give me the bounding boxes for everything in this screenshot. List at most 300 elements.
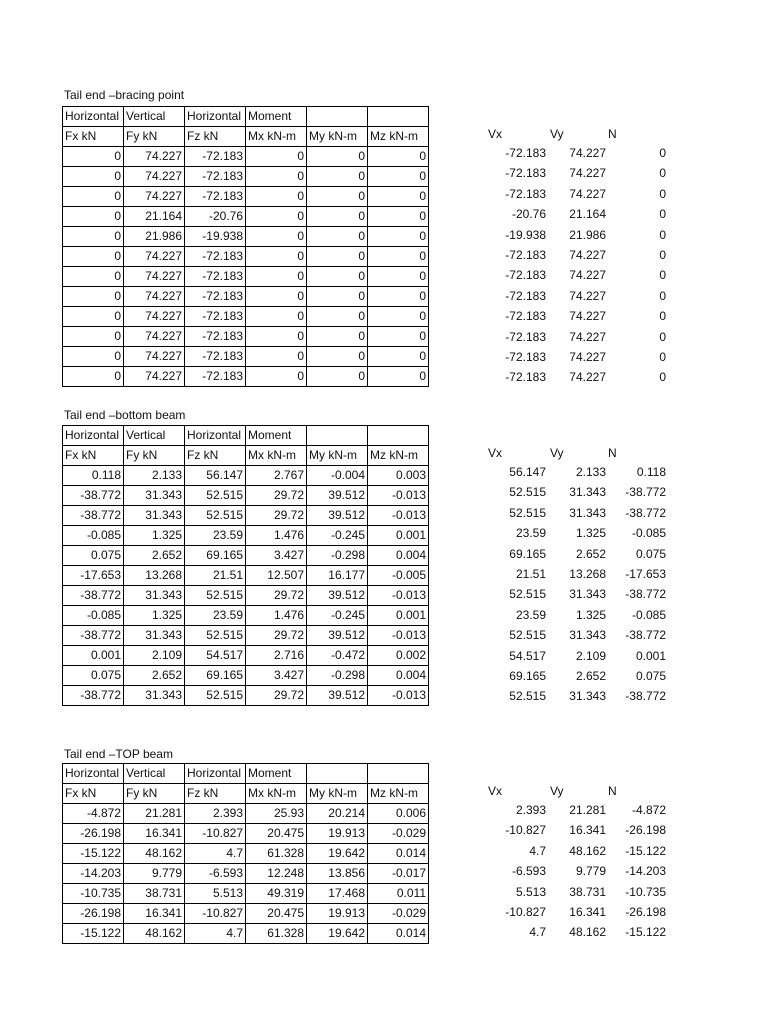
table-cell: 38.731 xyxy=(124,884,185,904)
header-cell xyxy=(368,107,429,127)
table-cell: 0 xyxy=(246,187,307,207)
table-cell: -38.772 xyxy=(63,486,124,506)
header-cell: Horizontal xyxy=(63,107,124,127)
table-cell: 23.59 xyxy=(185,526,246,546)
table-cell: 0 xyxy=(368,147,429,167)
table-cell: -15.122 xyxy=(63,844,124,864)
summary-value: 74.227 xyxy=(569,146,606,160)
summary-value: -20.76 xyxy=(511,207,546,222)
table-cell: 39.512 xyxy=(307,486,368,506)
table-cell: 0 xyxy=(246,327,307,347)
header-cell: Horizontal xyxy=(185,764,246,784)
table-cell: 0 xyxy=(307,167,368,187)
table-cell: 31.343 xyxy=(124,486,185,506)
summary-value: 74.227 xyxy=(569,329,606,344)
summary-value: 0 xyxy=(659,329,666,344)
table-row xyxy=(63,686,429,706)
header-row-1 xyxy=(63,764,429,784)
table-cell: 1.325 xyxy=(124,526,185,546)
summary-value: 2.652 xyxy=(575,668,606,683)
summary-value: -15.122 xyxy=(625,925,666,940)
table-cell: 2.767 xyxy=(246,466,307,486)
table-cell: 5.513 xyxy=(185,884,246,904)
summary-value: 69.165 xyxy=(509,668,546,683)
summary-value: -38.772 xyxy=(625,628,666,643)
summary-value: -14.203 xyxy=(625,864,666,879)
table-cell: 2.716 xyxy=(246,646,307,666)
header-cell: Fx kN xyxy=(63,446,124,466)
header-cell: Fy kN xyxy=(124,784,185,804)
table-row xyxy=(63,327,429,347)
table-cell: -72.183 xyxy=(185,167,246,187)
table-row xyxy=(63,466,429,486)
summary-value: 52.515 xyxy=(509,689,546,704)
header-cell: Horizontal xyxy=(185,107,246,127)
table-cell: 4.7 xyxy=(185,924,246,944)
table-row xyxy=(63,864,429,884)
table-cell: -72.183 xyxy=(185,187,246,207)
table-cell: 0 xyxy=(63,287,124,307)
table-cell: 0 xyxy=(368,367,429,387)
table-cell: 69.165 xyxy=(185,666,246,686)
summary-value: -38.772 xyxy=(625,485,666,500)
table-row xyxy=(63,187,429,207)
summary-value: 2.133 xyxy=(575,465,606,479)
table-cell: 0 xyxy=(63,147,124,167)
header-cell xyxy=(307,426,368,446)
table-cell: 31.343 xyxy=(124,626,185,646)
table-cell: 0.004 xyxy=(368,666,429,686)
header-cell xyxy=(307,107,368,127)
header-cell: My kN-m xyxy=(307,127,368,147)
table-row xyxy=(63,526,429,546)
summary-value: -72.183 xyxy=(505,166,546,181)
table-cell: -0.085 xyxy=(63,526,124,546)
summary-value: -10.827 xyxy=(505,904,546,919)
table-cell: 0 xyxy=(307,327,368,347)
table-cell: 0 xyxy=(246,167,307,187)
table-cell: 21.51 xyxy=(185,566,246,586)
summary-header-label: Vy xyxy=(550,446,564,460)
table-cell: 31.343 xyxy=(124,686,185,706)
table-row xyxy=(63,147,429,167)
table-cell: 48.162 xyxy=(124,924,185,944)
table-cell: 52.515 xyxy=(185,626,246,646)
summary-value: 0.001 xyxy=(635,648,666,663)
table-cell: -19.938 xyxy=(185,227,246,247)
summary-value: 74.227 xyxy=(569,268,606,283)
summary-value: 31.343 xyxy=(569,505,606,520)
header-cell: Mx kN-m xyxy=(246,127,307,147)
table-cell: 2.109 xyxy=(124,646,185,666)
summary-value: 2.393 xyxy=(515,803,546,817)
table-cell: 23.59 xyxy=(185,606,246,626)
table-cell: 0.075 xyxy=(63,666,124,686)
summary-value: -6.593 xyxy=(511,864,546,879)
summary-value: 74.227 xyxy=(569,166,606,181)
table-cell: 12.507 xyxy=(246,566,307,586)
table-row xyxy=(63,267,429,287)
table-cell: -10.735 xyxy=(63,884,124,904)
summary-value: 31.343 xyxy=(569,587,606,602)
table-cell: 52.515 xyxy=(185,686,246,706)
summary-value: 0 xyxy=(659,247,666,262)
table-cell: 0.004 xyxy=(368,546,429,566)
table-cell: 16.177 xyxy=(307,566,368,586)
table-cell: 9.779 xyxy=(124,864,185,884)
table-cell: -72.183 xyxy=(185,367,246,387)
table-cell: -0.017 xyxy=(368,864,429,884)
table-row xyxy=(63,566,429,586)
table-cell: 19.642 xyxy=(307,844,368,864)
header-cell: Fx kN xyxy=(63,127,124,147)
table-cell: 0 xyxy=(368,287,429,307)
summary-value: 74.227 xyxy=(569,186,606,201)
header-cell: Mz kN-m xyxy=(368,446,429,466)
table-cell: 74.227 xyxy=(124,147,185,167)
table-cell: -26.198 xyxy=(63,904,124,924)
table-cell: 0 xyxy=(368,227,429,247)
table-cell: 49.319 xyxy=(246,884,307,904)
summary-value: 0 xyxy=(659,370,666,385)
table-cell: 52.515 xyxy=(185,586,246,606)
table-cell: -0.004 xyxy=(307,466,368,486)
summary-value: 38.731 xyxy=(569,884,606,899)
header-cell: My kN-m xyxy=(307,446,368,466)
header-cell: Mx kN-m xyxy=(246,784,307,804)
table-cell: 0.011 xyxy=(368,884,429,904)
table-row xyxy=(63,904,429,924)
table-cell: 0 xyxy=(63,347,124,367)
table-cell: 2.393 xyxy=(185,804,246,824)
table-cell: 52.515 xyxy=(185,506,246,526)
table-cell: -38.772 xyxy=(63,686,124,706)
table-cell: -0.245 xyxy=(307,606,368,626)
table-cell: 13.856 xyxy=(307,864,368,884)
summary-value: -38.772 xyxy=(625,689,666,704)
summary-value: 52.515 xyxy=(509,587,546,602)
header-cell: Fy kN xyxy=(124,446,185,466)
summary-value: 74.227 xyxy=(569,349,606,364)
table-cell: -0.013 xyxy=(368,686,429,706)
table-cell: 61.328 xyxy=(246,924,307,944)
table-cell: 16.341 xyxy=(124,824,185,844)
table-cell: -72.183 xyxy=(185,327,246,347)
header-cell: My kN-m xyxy=(307,784,368,804)
summary-header-label: Vy xyxy=(550,784,564,798)
table-cell: 0.002 xyxy=(368,646,429,666)
table-cell: 0 xyxy=(307,207,368,227)
header-row-2 xyxy=(63,784,429,804)
summary-value: -19.938 xyxy=(505,227,546,242)
table-cell: -6.593 xyxy=(185,864,246,884)
table-cell: -0.013 xyxy=(368,506,429,526)
table-cell: -26.198 xyxy=(63,824,124,844)
header-row-2 xyxy=(63,446,429,466)
table-cell: -72.183 xyxy=(185,347,246,367)
section-title-bottom-beam: Tail end –bottom beam xyxy=(64,408,186,422)
summary-value: 31.343 xyxy=(569,689,606,704)
table-cell: 0 xyxy=(368,327,429,347)
header-cell: Fy kN xyxy=(124,127,185,147)
table-cell: 0 xyxy=(63,327,124,347)
header-cell: Mz kN-m xyxy=(368,784,429,804)
table-cell: -72.183 xyxy=(185,287,246,307)
table-cell: -72.183 xyxy=(185,247,246,267)
table-cell: -38.772 xyxy=(63,586,124,606)
table-cell: 0 xyxy=(307,307,368,327)
table-cell: 0 xyxy=(368,247,429,267)
table-cell: 0.003 xyxy=(368,466,429,486)
table-cell: 2.652 xyxy=(124,666,185,686)
summary-value: 16.341 xyxy=(569,904,606,919)
table-cell: -0.013 xyxy=(368,486,429,506)
table-cell: 74.227 xyxy=(124,347,185,367)
summary-value: -10.735 xyxy=(625,884,666,899)
table-cell: 0 xyxy=(246,227,307,247)
table-top-beam xyxy=(62,763,429,944)
summary-value: -4.872 xyxy=(631,803,666,817)
summary-value: 21.164 xyxy=(569,207,606,222)
summary-value: -38.772 xyxy=(625,587,666,602)
table-cell: 74.227 xyxy=(124,267,185,287)
summary-value: 54.517 xyxy=(509,648,546,663)
table-cell: 0 xyxy=(368,347,429,367)
table-cell: 31.343 xyxy=(124,586,185,606)
table-cell: 29.72 xyxy=(246,626,307,646)
table-cell: -0.029 xyxy=(368,904,429,924)
table-cell: -72.183 xyxy=(185,267,246,287)
table-cell: -10.827 xyxy=(185,824,246,844)
table-cell: 0 xyxy=(307,347,368,367)
header-cell: Vertical xyxy=(124,426,185,446)
header-cell: Fz kN xyxy=(185,784,246,804)
summary-value: -0.085 xyxy=(631,526,666,541)
table-cell: 0 xyxy=(246,147,307,167)
table-cell: 0 xyxy=(246,367,307,387)
section-title-bracing-point: Tail end –bracing point xyxy=(64,88,185,102)
summary-value: 9.779 xyxy=(575,864,606,879)
header-cell: Horizontal xyxy=(63,764,124,784)
table-row xyxy=(63,586,429,606)
summary-value: 5.513 xyxy=(515,884,546,899)
table-bottom-beam xyxy=(62,425,429,706)
table-row xyxy=(63,227,429,247)
table-cell: 69.165 xyxy=(185,546,246,566)
summary-value: -17.653 xyxy=(625,566,666,581)
table-cell: 39.512 xyxy=(307,686,368,706)
table-cell: 61.328 xyxy=(246,844,307,864)
table-row xyxy=(63,506,429,526)
header-row-2 xyxy=(63,127,429,147)
table-cell: 56.147 xyxy=(185,466,246,486)
summary-value: 52.515 xyxy=(509,485,546,500)
table-cell: 39.512 xyxy=(307,626,368,646)
table-cell: -0.298 xyxy=(307,666,368,686)
summary-value: 0 xyxy=(659,268,666,283)
table-cell: 0 xyxy=(307,187,368,207)
table-cell: 1.476 xyxy=(246,526,307,546)
table-cell: -38.772 xyxy=(63,506,124,526)
table-cell: 19.913 xyxy=(307,824,368,844)
header-cell xyxy=(307,764,368,784)
summary-value: -38.772 xyxy=(625,505,666,520)
table-cell: 31.343 xyxy=(124,506,185,526)
table-cell: -0.013 xyxy=(368,626,429,646)
summary-value: 0 xyxy=(659,288,666,303)
table-row xyxy=(63,486,429,506)
header-row-1 xyxy=(63,107,429,127)
table-cell: 0 xyxy=(63,267,124,287)
table-bracing-point xyxy=(62,106,429,387)
table-cell: 0.001 xyxy=(63,646,124,666)
table-cell: 4.7 xyxy=(185,844,246,864)
table-cell: 3.427 xyxy=(246,546,307,566)
table-cell: -38.772 xyxy=(63,626,124,646)
table-cell: 20.475 xyxy=(246,824,307,844)
summary-value: 0 xyxy=(659,309,666,324)
table-cell: 25.93 xyxy=(246,804,307,824)
header-row-1 xyxy=(63,426,429,446)
summary-value: 23.59 xyxy=(515,607,546,622)
table-cell: 0 xyxy=(63,167,124,187)
summary-value: 74.227 xyxy=(569,309,606,324)
table-cell: 20.214 xyxy=(307,804,368,824)
table-cell: 2.652 xyxy=(124,546,185,566)
table-cell: 0 xyxy=(63,247,124,267)
table-cell: -14.203 xyxy=(63,864,124,884)
summary-value: 21.986 xyxy=(569,227,606,242)
summary-value: 0.075 xyxy=(635,546,666,561)
summary-value: 2.652 xyxy=(575,546,606,561)
table-cell: 0 xyxy=(246,347,307,367)
summary-value: -72.183 xyxy=(505,309,546,324)
summary-value: -26.198 xyxy=(625,823,666,838)
table-cell: 19.913 xyxy=(307,904,368,924)
table-cell: 3.427 xyxy=(246,666,307,686)
table-cell: 2.133 xyxy=(124,466,185,486)
header-cell: Vertical xyxy=(124,107,185,127)
table-cell: 21.281 xyxy=(124,804,185,824)
table-cell: 74.227 xyxy=(124,187,185,207)
summary-value: -72.183 xyxy=(505,268,546,283)
summary-value: 0 xyxy=(659,349,666,364)
table-cell: -0.013 xyxy=(368,586,429,606)
table-cell: 21.164 xyxy=(124,207,185,227)
table-row xyxy=(63,546,429,566)
table-cell: 0 xyxy=(307,267,368,287)
table-row xyxy=(63,884,429,904)
summary-value: 4.7 xyxy=(529,843,546,858)
table-row xyxy=(63,666,429,686)
table-cell: -72.183 xyxy=(185,307,246,327)
table-row xyxy=(63,347,429,367)
summary-value: 56.147 xyxy=(509,465,546,479)
table-cell: 0.001 xyxy=(368,606,429,626)
summary-value: -10.827 xyxy=(505,823,546,838)
table-cell: 0 xyxy=(246,307,307,327)
summary-value: 4.7 xyxy=(529,925,546,940)
table-cell: -0.298 xyxy=(307,546,368,566)
table-row xyxy=(63,207,429,227)
table-cell: 0.014 xyxy=(368,924,429,944)
table-cell: 0 xyxy=(63,207,124,227)
table-cell: 54.517 xyxy=(185,646,246,666)
table-cell: 16.341 xyxy=(124,904,185,924)
table-cell: 17.468 xyxy=(307,884,368,904)
header-cell: Moment xyxy=(246,107,307,127)
table-row xyxy=(63,646,429,666)
table-cell: 21.986 xyxy=(124,227,185,247)
summary-value: 21.281 xyxy=(569,803,606,817)
table-row xyxy=(63,824,429,844)
summary-value: 21.51 xyxy=(515,566,546,581)
summary-header-label: N xyxy=(608,446,617,460)
table-row xyxy=(63,924,429,944)
table-cell: 0 xyxy=(368,267,429,287)
table-cell: 74.227 xyxy=(124,247,185,267)
summary-value: 16.341 xyxy=(569,823,606,838)
table-cell: 74.227 xyxy=(124,167,185,187)
summary-header-label: N xyxy=(608,784,617,798)
summary-value: -72.183 xyxy=(505,329,546,344)
table-cell: -10.827 xyxy=(185,904,246,924)
summary-value: 74.227 xyxy=(569,247,606,262)
table-cell: 1.476 xyxy=(246,606,307,626)
table-cell: 0 xyxy=(246,207,307,227)
summary-value: 0 xyxy=(659,146,666,160)
table-cell: 0 xyxy=(368,307,429,327)
table-cell: 0 xyxy=(246,287,307,307)
table-cell: 13.268 xyxy=(124,566,185,586)
table-cell: -0.005 xyxy=(368,566,429,586)
summary-value: 1.325 xyxy=(575,607,606,622)
table-row xyxy=(63,287,429,307)
header-cell: Moment xyxy=(246,764,307,784)
table-cell: 29.72 xyxy=(246,686,307,706)
header-cell xyxy=(368,426,429,446)
summary-value: 0.118 xyxy=(636,465,666,479)
table-row xyxy=(63,167,429,187)
summary-value: 0.075 xyxy=(635,668,666,683)
table-cell: 0 xyxy=(63,307,124,327)
table-cell: 0 xyxy=(368,167,429,187)
summary-value: -26.198 xyxy=(625,904,666,919)
summary-value: -15.122 xyxy=(625,843,666,858)
summary-value: 74.227 xyxy=(569,370,606,385)
summary-value: 48.162 xyxy=(569,843,606,858)
table-cell: 39.512 xyxy=(307,586,368,606)
summary-value: 0 xyxy=(659,227,666,242)
table-cell: 0.006 xyxy=(368,804,429,824)
table-cell: 0.118 xyxy=(63,466,124,486)
summary-value: 23.59 xyxy=(515,526,546,541)
table-cell: 74.227 xyxy=(124,307,185,327)
table-cell: -17.653 xyxy=(63,566,124,586)
header-cell: Fz kN xyxy=(185,446,246,466)
section-title-top-beam: Tail end –TOP beam xyxy=(64,747,173,761)
table-cell: 0 xyxy=(246,267,307,287)
header-cell: Mx kN-m xyxy=(246,446,307,466)
table-cell: -20.76 xyxy=(185,207,246,227)
table-cell: 74.227 xyxy=(124,287,185,307)
table-row xyxy=(63,844,429,864)
summary-value: 0 xyxy=(659,166,666,181)
table-cell: 29.72 xyxy=(246,486,307,506)
table-cell: 52.515 xyxy=(185,486,246,506)
table-cell: 0.075 xyxy=(63,546,124,566)
table-row xyxy=(63,367,429,387)
